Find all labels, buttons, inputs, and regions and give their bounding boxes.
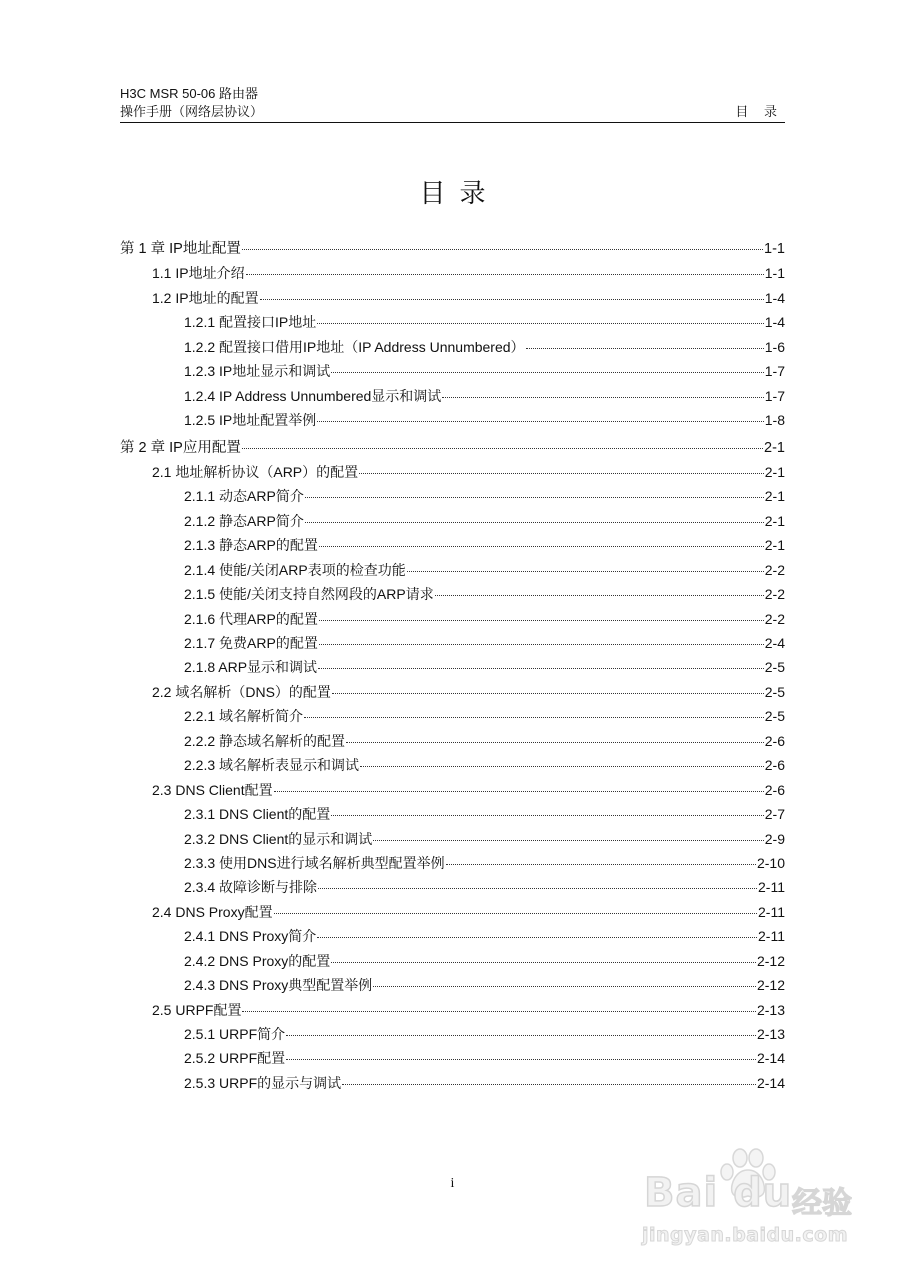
toc-entry[interactable] <box>120 900 785 924</box>
dot-leader <box>246 260 764 275</box>
dot-leader <box>373 826 763 841</box>
toc-entry-label: 第 1 章 IP地址配置 <box>120 241 241 257</box>
toc-entry-label: 1.2.4 IP Address Unnumbered显示和调试 <box>184 387 442 404</box>
toc-entry[interactable] <box>120 607 785 631</box>
toc-entry[interactable] <box>120 827 785 851</box>
toc-entry-page: 2-1 <box>764 463 785 480</box>
toc-entry-page: 2-1 <box>764 512 785 529</box>
table-of-contents <box>120 237 785 1095</box>
toc-entry[interactable] <box>120 484 785 508</box>
toc-entry-label: 2.5 URPF配置 <box>152 1001 242 1018</box>
dot-leader <box>317 407 764 422</box>
header-manual-title: 操作手册（网络层协议） <box>120 104 264 119</box>
toc-entry-label: 2.1.5 使能/关闭支持自然网段的ARP请求 <box>184 586 434 603</box>
toc-chapter-entry[interactable] <box>120 436 785 460</box>
dot-leader <box>304 703 764 718</box>
toc-entry-label: 1.2.2 配置接口借用IP地址（IP Address Unnumbered） <box>184 338 525 355</box>
toc-entry-page: 1-7 <box>764 387 785 404</box>
dot-leader <box>305 483 764 498</box>
dot-leader <box>319 630 764 645</box>
toc-entry-page: 2-1 <box>764 488 785 505</box>
dot-leader <box>286 1021 756 1036</box>
toc-entry[interactable] <box>120 998 785 1022</box>
dot-leader <box>260 285 764 300</box>
toc-entry-label: 2.3 DNS Client配置 <box>152 781 273 798</box>
toc-entry[interactable] <box>120 310 785 334</box>
dot-leader <box>242 434 763 449</box>
dot-leader <box>319 606 764 621</box>
toc-entry-page: 2-12 <box>756 952 785 969</box>
dot-leader <box>242 997 756 1012</box>
toc-entry-page: 2-6 <box>764 781 785 798</box>
dot-leader <box>373 972 756 987</box>
toc-entry-label: 2.1.8 ARP显示和调试 <box>184 659 318 676</box>
toc-entry-page: 2-2 <box>764 561 785 578</box>
dot-leader <box>331 801 763 816</box>
toc-entry-page: 1-7 <box>764 363 785 380</box>
dot-leader <box>346 728 764 743</box>
toc-entry[interactable] <box>120 460 785 484</box>
toc-entry[interactable] <box>120 286 785 310</box>
toc-entry-page: 1-1 <box>764 241 785 257</box>
toc-entry-label: 2.1.6 代理ARP的配置 <box>184 610 318 627</box>
toc-entry-label: 2.2.1 域名解析简介 <box>184 708 304 725</box>
toc-entry-label: 2.3.4 故障诊断与排除 <box>184 879 318 896</box>
page-number: i <box>450 1176 455 1191</box>
toc-entry[interactable] <box>120 408 785 432</box>
toc-entry-label: 2.3.2 DNS Client的显示和调试 <box>184 830 373 847</box>
dot-leader <box>446 850 756 865</box>
toc-entry[interactable] <box>120 533 785 557</box>
toc-entry[interactable] <box>120 949 785 973</box>
toc-entry[interactable] <box>120 261 785 285</box>
toc-entry-page: 2-10 <box>756 854 785 871</box>
dot-leader <box>242 235 763 250</box>
toc-entry-page: 2-2 <box>764 610 785 627</box>
toc-entry-label: 第 2 章 IP应用配置 <box>120 439 241 456</box>
page-title: 目录 <box>419 178 500 208</box>
toc-entry[interactable] <box>120 558 785 582</box>
toc-entry[interactable] <box>120 753 785 777</box>
toc-entry-page: 1-6 <box>764 338 785 355</box>
toc-chapter-entry[interactable] <box>120 237 785 261</box>
dot-leader <box>331 948 756 963</box>
toc-entry-page: 2-14 <box>756 1050 785 1067</box>
toc-entry-label: 2.2 域名解析（DNS）的配置 <box>152 683 331 700</box>
toc-entry-page: 1-4 <box>764 314 785 331</box>
toc-entry-page: 2-7 <box>764 806 785 823</box>
toc-entry-label: 2.5.3 URPF的显示与调试 <box>184 1074 342 1091</box>
dot-leader <box>317 923 757 938</box>
toc-entry[interactable] <box>120 802 785 826</box>
toc-entry-label: 1.2.1 配置接口IP地址 <box>184 314 317 331</box>
toc-entry-page: 2-13 <box>756 1026 785 1042</box>
toc-entry-page: 1-1 <box>764 265 785 282</box>
toc-entry[interactable] <box>120 1071 785 1095</box>
header-section: 目 录 <box>735 104 783 119</box>
toc-entry-label: 2.2.2 静态域名解析的配置 <box>184 732 346 749</box>
toc-entry[interactable] <box>120 509 785 533</box>
header-product: H3C MSR 50-06 路由器 <box>120 86 258 101</box>
dot-leader <box>319 532 764 547</box>
toc-entry-page: 2-6 <box>764 757 785 774</box>
toc-entry-page: 2-9 <box>764 830 785 847</box>
toc-entry-page: 2-5 <box>764 659 785 676</box>
dot-leader <box>359 459 764 474</box>
toc-entry-label: 2.5.1 URPF简介 <box>184 1026 286 1042</box>
toc-entry-label: 2.3.1 DNS Client的配置 <box>184 806 331 823</box>
toc-entry-page: 2-5 <box>764 708 785 725</box>
watermark-url: jingyan.baidu.com <box>642 1224 848 1246</box>
toc-entry-label: 2.1.4 使能/关闭ARP表项的检查功能 <box>184 561 406 578</box>
toc-entry-page: 1-4 <box>764 289 785 306</box>
dot-leader <box>435 581 764 596</box>
watermark-brand-cn: 经验 <box>792 1186 852 1221</box>
toc-entry[interactable] <box>120 631 785 655</box>
toc-entry[interactable] <box>120 875 785 899</box>
toc-entry[interactable] <box>120 924 785 948</box>
toc-entry[interactable] <box>120 1022 785 1046</box>
toc-entry-page: 2-1 <box>764 537 785 554</box>
toc-entry-label: 1.2.3 IP地址显示和调试 <box>184 363 331 380</box>
toc-entry-label: 2.1.2 静态ARP简介 <box>184 512 304 529</box>
dot-leader <box>286 1045 756 1060</box>
toc-entry-label: 2.4.3 DNS Proxy典型配置举例 <box>184 977 373 994</box>
toc-entry-page: 2-13 <box>756 1001 785 1018</box>
toc-entry-page: 2-4 <box>764 635 785 651</box>
dot-leader <box>274 777 764 792</box>
toc-entry-label: 1.2 IP地址的配置 <box>152 289 259 306</box>
toc-entry[interactable] <box>120 851 785 875</box>
toc-entry-label: 2.1 地址解析协议（ARP）的配置 <box>152 463 359 480</box>
toc-entry-page: 2-6 <box>764 732 785 749</box>
toc-entry-page: 2-2 <box>764 586 785 603</box>
dot-leader <box>318 874 757 889</box>
dot-leader <box>274 899 757 914</box>
toc-entry-page: 2-12 <box>756 977 785 994</box>
toc-entry[interactable] <box>120 729 785 753</box>
toc-entry[interactable] <box>120 680 785 704</box>
toc-entry[interactable] <box>120 335 785 359</box>
dot-leader <box>407 557 764 572</box>
toc-entry-label: 2.5.2 URPF配置 <box>184 1050 286 1067</box>
toc-entry[interactable] <box>120 1046 785 1070</box>
toc-entry-page: 2-1 <box>764 439 785 456</box>
dot-leader <box>342 1070 756 1085</box>
toc-entry-page: 2-14 <box>756 1074 785 1091</box>
toc-entry-label: 2.2.3 域名解析表显示和调试 <box>184 757 360 774</box>
toc-entry[interactable] <box>120 582 785 606</box>
toc-entry-page: 1-8 <box>764 412 785 429</box>
toc-entry-label: 2.1.1 动态ARP简介 <box>184 488 304 505</box>
dot-leader <box>526 334 764 349</box>
toc-entry-label: 2.1.7 免费ARP的配置 <box>184 635 318 651</box>
toc-entry-page: 2-11 <box>758 903 785 920</box>
toc-entry-label: 2.1.3 静态ARP的配置 <box>184 537 318 554</box>
toc-entry-label: 2.4.1 DNS Proxy简介 <box>184 928 317 945</box>
toc-entry-page: 2-5 <box>764 683 785 700</box>
toc-entry-page: 2-11 <box>758 928 785 945</box>
dot-leader <box>331 358 764 373</box>
toc-entry-label: 2.4.2 DNS Proxy的配置 <box>184 952 331 969</box>
toc-entry-page: 2-11 <box>758 879 785 896</box>
watermark-brand: Bai du <box>644 1170 793 1216</box>
toc-entry-label: 1.1 IP地址介绍 <box>152 265 245 282</box>
toc-entry[interactable] <box>120 778 785 802</box>
dot-leader <box>317 309 764 324</box>
toc-entry-label: 2.4 DNS Proxy配置 <box>152 903 273 920</box>
dot-leader <box>332 679 764 694</box>
toc-entry-label: 1.2.5 IP地址配置举例 <box>184 412 317 429</box>
toc-entry[interactable] <box>120 655 785 679</box>
toc-entry[interactable] <box>120 704 785 728</box>
dot-leader <box>305 508 764 523</box>
toc-entry[interactable] <box>120 973 785 997</box>
running-header <box>120 86 785 123</box>
dot-leader <box>360 752 764 767</box>
baidu-jingyan-watermark <box>640 1140 860 1255</box>
dot-leader <box>442 383 763 398</box>
toc-entry[interactable] <box>120 384 785 408</box>
dot-leader <box>318 654 764 669</box>
toc-entry[interactable] <box>120 359 785 383</box>
toc-entry-label: 2.3.3 使用DNS进行域名解析典型配置举例 <box>184 854 445 871</box>
